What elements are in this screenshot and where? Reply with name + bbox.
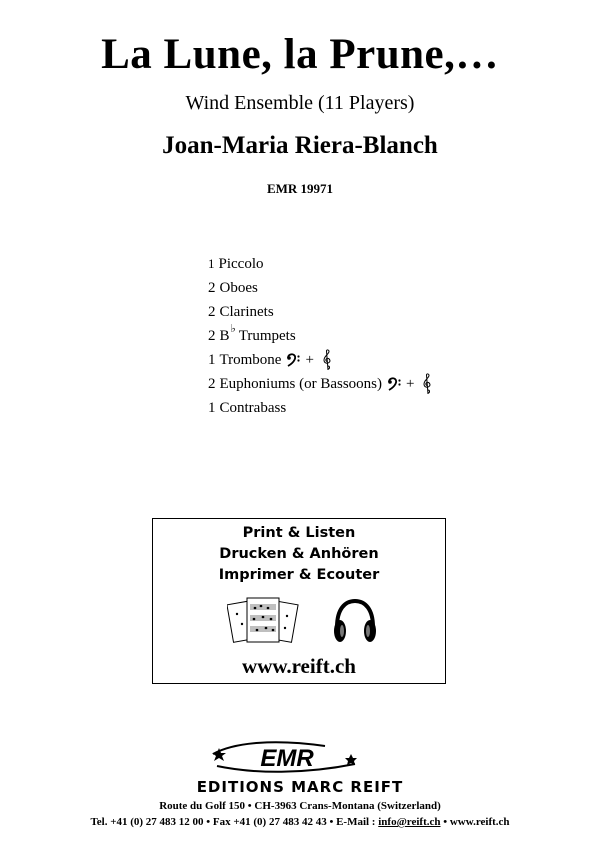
headphones-icon — [331, 597, 379, 647]
instrument-item — [208, 348, 432, 372]
publisher-address: Route du Golf 150 • CH-3963 Crans-Montana (Switzerland) — [159, 800, 441, 812]
plus-sign: + — [305, 352, 314, 368]
publisher-name: EDITIONS MARC REIFT — [196, 778, 404, 796]
instrument-item — [208, 324, 432, 348]
bass-clef-icon — [286, 352, 302, 368]
treble-clef-icon — [322, 349, 332, 371]
instrument-count: 2 — [208, 304, 216, 320]
promo-line-german: Drucken & Anhören — [219, 546, 379, 562]
flat-sign: ♭ — [230, 323, 236, 335]
composer-name: Joan-Maria Riera-Blanch — [162, 132, 438, 159]
instrument-name: Contrabass — [219, 400, 287, 416]
treble-clef-icon — [422, 373, 432, 395]
emr-logo — [205, 740, 365, 776]
ensemble-subtitle: Wind Ensemble (11 Players) — [185, 92, 415, 114]
instrument-count: 1 — [208, 400, 216, 416]
instrument-name: Piccolo — [218, 256, 264, 272]
instrument-key: B — [219, 328, 230, 344]
instrument-item — [208, 276, 432, 300]
instrument-item — [208, 396, 432, 420]
instrument-item — [208, 252, 432, 276]
sheet-music-icon — [227, 596, 299, 646]
publisher-contact — [0, 815, 600, 829]
emr-logo-text: EMR — [260, 745, 314, 772]
contact-phone-fax: Tel. +41 (0) 27 483 12 00 • Fax +41 (0) 27 483 42 43 • E-Mail : — [90, 816, 379, 828]
page-title: La Lune, la Prune,… — [101, 31, 499, 78]
bass-clef-icon — [387, 376, 403, 392]
promo-line-english: Print & Listen — [242, 525, 356, 541]
instrument-name: Clarinets — [219, 304, 274, 320]
instrument-count: 2 — [208, 280, 216, 296]
print-listen-box — [152, 518, 446, 684]
instrument-name: Oboes — [219, 280, 258, 296]
instrument-name: Euphoniums (or Bassoons) — [219, 376, 382, 392]
instrument-name: Trombone — [219, 352, 282, 368]
instrumentation-list — [208, 252, 432, 420]
instrument-count: 1 — [208, 352, 216, 368]
instrument-item — [208, 372, 432, 396]
email-link[interactable]: info@reift.ch — [378, 816, 441, 828]
promo-website[interactable]: www.reift.ch — [242, 654, 356, 678]
instrument-count: 1 — [208, 256, 215, 271]
contact-website: • www.reift.ch — [440, 816, 510, 828]
instrument-count: 2 — [208, 376, 216, 392]
catalog-number: EMR 19971 — [266, 181, 334, 196]
instrument-count: 2 — [208, 328, 216, 344]
instrument-name: Trumpets — [238, 328, 296, 344]
promo-line-french: Imprimer & Ecouter — [218, 567, 380, 583]
plus-sign: + — [406, 376, 415, 392]
instrument-item — [208, 300, 432, 324]
